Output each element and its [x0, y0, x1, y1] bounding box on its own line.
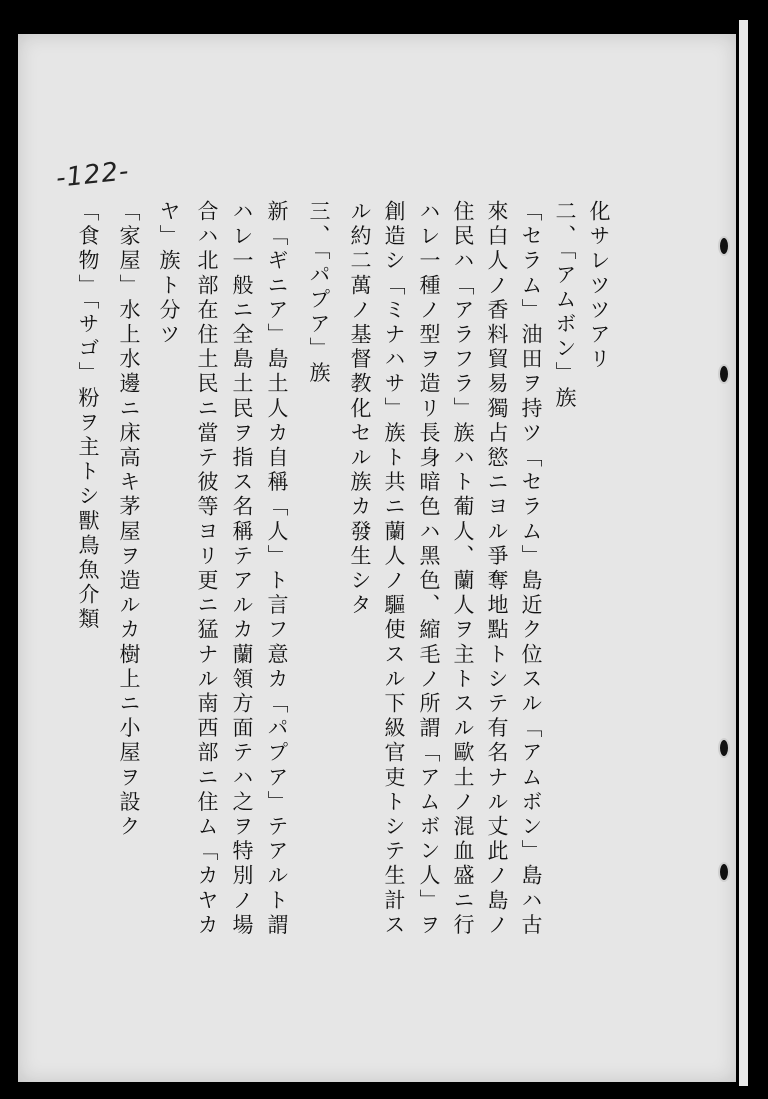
text-column: 住民ハ「アラフラ」族ハト葡人、蘭人ヲ主トスル歐土ノ混血盛ニ行 [451, 200, 475, 938]
text-column: 化サレツツアリ [587, 200, 611, 373]
binding-hole [718, 862, 730, 882]
binding-hole [718, 236, 730, 256]
text-column: 新「ギニア」島土人カ自稱「人」ト言フ意カ「パプア」テアルト謂 [265, 200, 289, 938]
section-heading: 三、「パプア」族 [307, 200, 331, 387]
text-column: ハレ一種ノ型ヲ造リ長身暗色ハ黑色、縮毛ノ所謂「アムボン人」ヲ [417, 200, 441, 938]
text-column: ハレ一般ニ全島土民ヲ指ス名稱テアルカ蘭領方面テハ之ヲ特別ノ場 [230, 200, 254, 938]
page-edge-strip [739, 20, 748, 1086]
text-column: 「食物」「サゴ」粉ヲ主トシ獸鳥魚介類 [76, 200, 100, 633]
text-column: 創造シ「ミナハサ」族ト共ニ蘭人ノ驅使スル下級官吏トシテ生計ス [382, 200, 406, 938]
text-column: ヤ」族ト分ツ [157, 200, 181, 348]
page-number: -122- [54, 156, 131, 194]
text-column: 「家屋」水上水邊ニ床高キ茅屋ヲ造ルカ樹上ニ小屋ヲ設ク [117, 200, 141, 840]
binding-hole [718, 364, 730, 384]
text-column: 「セラム」油田ヲ持ツ「セラム」島近ク位スル「アムボン」島ハ古 [519, 200, 543, 938]
text-column: 合ハ北部在住土民ニ當テ彼等ヨリ更ニ猛ナル南西部ニ住ム「カヤカ [195, 200, 219, 938]
vertical-text-body [60, 200, 620, 1020]
text-column: 來白人ノ香料貿易獨占慾ニヨル爭奪地點トシテ有名ナル丈此ノ島ノ [485, 200, 509, 938]
text-column: ル約二萬ノ基督教化セル族カ發生シタ [348, 200, 372, 619]
binding-hole [718, 738, 730, 758]
section-heading: 二、「アムボン」族 [553, 200, 577, 411]
